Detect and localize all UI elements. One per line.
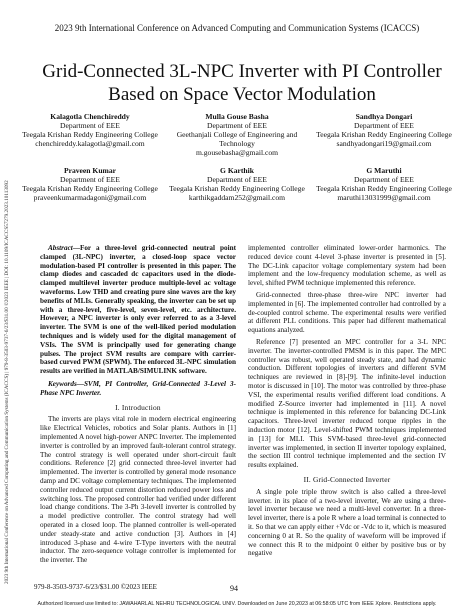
author-affiliation: Teegala Krishan Reddy Engineering College [22,130,158,139]
author-dept: Department of EEE [207,175,267,184]
author-dept: Department of EEE [354,121,414,130]
author-dept: Department of EEE [60,175,120,184]
sidebar-citation [4,30,16,590]
author-dept: Department of EEE [354,175,414,184]
page-number: 94 [230,584,238,593]
abstract-text: —For a three-level grid-connected neutral point clamped (3L-NPC) inverter, a closed-loop space vector modulation-based PI controller is presented in this paper. The clamp diodes and cascaded dc capacitors used in the diode-clamped multilevel inverter produce multiple-level ac voltage waveforms. Low THD and creating pure sine waves are the key benefits of MLIs. Generally speaking, the inverter can be set up with a three-level, five-level, seven-level, etc. architecture. However, a NPC inverter is only ever referred to as a 3-level inverter. The SVM is one of the well-liked period modulation techniques and is widely used for the digital management of VSIs. The SVM is principally used for generating change pulses. The project SVM results are compare with carrier-based curved PWM (SPWM). The enforced 3L-NPC simulation results are verified in MATLAB/SIMULINK software. [40,244,236,376]
author-affiliation: Teegala Krishan Reddy Engineering College [169,184,305,193]
author-block [167,112,307,157]
keywords-text: —SVM, PI Controller, Grid-Connected 3-Level 3-Phase NPC Inverter. [40,379,236,397]
sidebar-citation-text: 2023 9th International Conference on Advanced Computing and Communication Systems (ICACCS) | 979-8-3503-9737-6/23/$31.00 ©2023 IEEE | DOI: 10.1109/ICACCS57279.2023.10113092 [4,180,10,584]
section-heading-introduction: I. Introduction [115,402,161,412]
author-affiliation: Teegala Krishan Reddy Engineering College [316,130,452,139]
author-affiliation: Teegala Krishan Reddy Engineering College [22,184,158,193]
author-email: maruthi13031999@gmail.com [337,193,431,202]
author-block [314,112,454,157]
author-row-1 [20,112,454,157]
paper-title: Grid-Connected 3L-NPC Inverter with PI Controller Based on Space Vector Modulation [42,61,442,105]
abstract-label: Abstract [48,244,73,252]
author-affiliation: Geethanjali College of Engineering and Technology [176,130,298,148]
intro-paragraph: The inverts are plays vital role in modern electrical engineering like Electrical Vehicles, robotics and Solar plants. Authors in [1] implemented A novel high-power ANPC Inverter. The implemented inverter is controlled by an improved fault-tolerant control strategy. The control strategy is well operated under short-circuit fault conditions. Reference [2] grid connected three-level inverter had implemented. The inverter is controlled by general mode resonance damp and DC voltage complementary techniques. The implemented controller reduced output current distortion reduced power loss and switching loss. The proposed controller had verified under different load change conditions. The 3-Ph 3-levelI inverter is controlled by a model predictive controller. The control strategy had well operated in a closed loop. The planned controller is well-operated under steady-state and active conduction [3]. Authors in [4] introduced 3-phase and 4-wire T-Type inverters with the neutral inductor. The zero-sequence voltage controller is implemented for the inverter. The [40,415,236,565]
author-email: sandhyadongari19@gmail.com [336,139,432,148]
keywords [40,380,236,398]
author-affiliation: Teegala Krishan Reddy Engineering College [316,184,452,193]
section-heading-grid-connected: II. Grid-Connected Inverter [303,474,391,484]
author-name: Praveen Kumar [63,166,117,175]
left-column [40,244,236,565]
author-row-2 [20,166,454,202]
body-paragraph: Reference [7] presented an MPC controller for a 3-L NPC inverter. The inverter-controlled PMSM is in this paper. The MPC controller was robust, well operated steady state, and had dynamic conduction. Different topologies of inverters and different SVM techniques are reviewed in [8]-[9]. The infinite-level induction motor is discussed in [10]. The motor was controlled by three-phase VSI, the experimental results verified different load conditions. A modified Z-Source inverter had implemented in [11]. A novel technique is implemented in this reference for balancing DC-Link capacitors. Three-level inverter reduced torque ripples in the induction motor [12]. Level-shifted PWM techniques implemented in [13] for MLI. This SVM-based three-level grid-connected inverter was implemented, in section II inverter topology explained, the section III control technique implemented and the section IV results explained. [248,337,446,470]
body-paragraph: Grid-connected three-phase three-wire NPC inverter had implemented in [6]. The implemented controller had controlled by a de-coupled control scheme. The experimental results were verified at different PLL conditions. This paper had different mathematical equations analyzed. [248,290,446,335]
author-block [20,166,160,202]
isbn-footer: 979-8-3503-9737-6/23/$31.00 ©2023 IEEE [34,583,157,591]
author-dept: Department of EEE [60,121,120,130]
license-footer: Authorized licensed use limited to: JAWAHARLAL NEHRU TECHNOLOGICAL UNIV. Downloaded on June 20,2023 at 06:58:05 UTC from IEEE Xplore. Restrictions apply. [37,601,437,607]
keywords-label: Keywords [48,379,77,388]
conference-header: 2023 9th International Conference on Advanced Computing and Communication Systems (ICACCS) [54,23,420,33]
author-email: praveenkumarmadagoni@gmail.com [33,193,147,202]
author-name: Sandhya Dongari [355,112,413,121]
author-name: G Maruthi [366,166,402,175]
author-name: G Karthik [220,166,254,175]
right-column [248,244,446,558]
author-block [167,166,307,202]
author-dept: Department of EEE [207,121,267,130]
body-paragraph: implemented controller eliminated lower-order harmonics. The reduced device count 4-level 3-phase inverter is presented in [5]. The DC-Link capacitor voltage complementary system had been implement and the low-frequency modulation scheme, as well as level, shifted PWM technique implemented this reference. [248,244,446,288]
author-block [314,166,454,202]
author-email: m.gousebasha@gmail.com [195,148,279,157]
abstract [40,244,236,376]
author-email: chenchireddy.kalagotla@gmail.com [35,139,145,148]
author-block [20,112,160,157]
body-paragraph: A single pole triple throw switch is also called a three-level inverter. in its place of a two-level inverter, We are using a three-level inverter because we need a multi-level converter. In a three-level inverter, there is a pole R where a load terminal is connected to it. So that we can apply either +Vdc or -Vdc to it, which is measured concerning 0 at R. So the quality of waveform will be improved if we connect this R to the midpoint 0 either by positive bus or by negative [248,487,446,558]
author-email: karthikgaddam252@gmail.com [188,193,286,202]
author-name: Mulla Gouse Basha [205,112,269,121]
author-name: Kalagotla Chenchireddy [50,112,130,121]
